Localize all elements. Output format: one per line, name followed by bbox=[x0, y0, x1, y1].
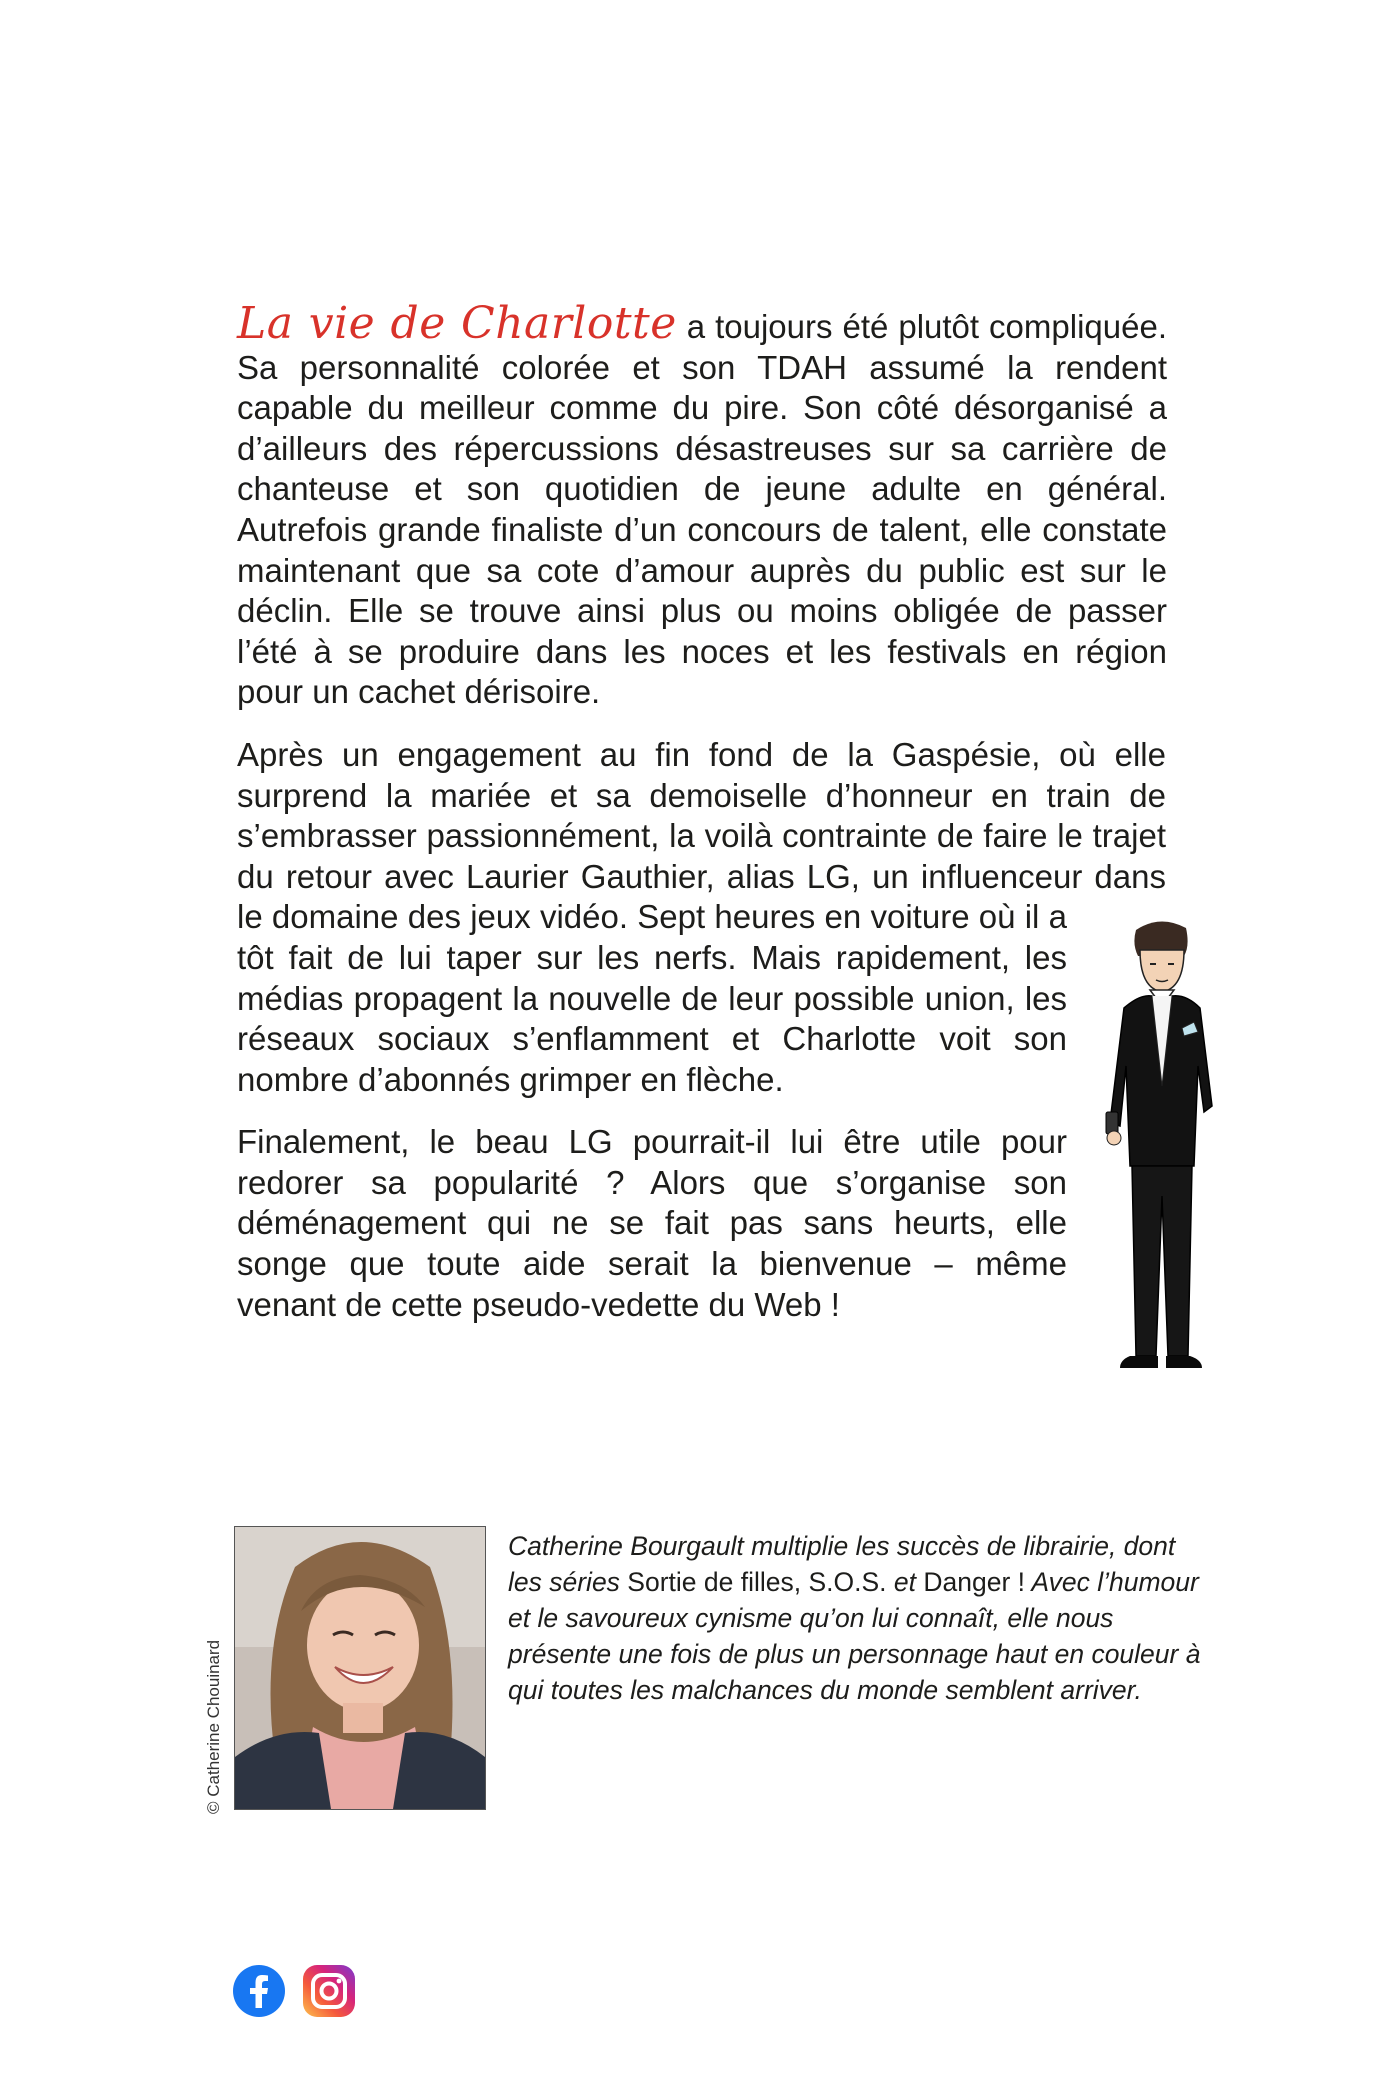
blurb-paragraph-3 bbox=[237, 1122, 1067, 1325]
blurb bbox=[237, 298, 1168, 1347]
float-spacer bbox=[1166, 735, 1167, 915]
series-danger: Danger ! bbox=[923, 1567, 1026, 1597]
blurb-paragraph-2-text: Après un engagement au fin fond de la Gaspésie, où elle surprend la mariée et sa demoiselle d’honneur en train de s’embrasser passionnément, la voilà contrainte de faire le trajet du retour avec Laurier Gauthier, alias LG, un influenceur dans le domaine des jeux vidéo. Sept heures en voiture où il a tôt fait de lui taper sur les nerfs. Mais rapidement, les médias propagent la nouvelle de leur possible union, les réseaux sociaux s’enflamment et Charlotte voit son nombre d’abonnés grimper en flèche. bbox=[237, 735, 1166, 1098]
blurb-paragraph-3-text: Finalement, le beau LG pourrait-il lui être utile pour redorer sa popularité ? Alors que s’organise son déménagement qui ne se fait pas sans heurts, elle songe que toute aide serait la bienvenue – même venant de cette pseudo-vedette du Web ! bbox=[237, 1123, 1067, 1323]
series-sos: S.O.S. bbox=[808, 1567, 887, 1597]
bio-separator-1: , bbox=[793, 1567, 809, 1597]
social-links bbox=[232, 1964, 356, 2018]
facebook-icon[interactable] bbox=[232, 1964, 286, 2018]
blurb-paragraph-2 bbox=[237, 735, 1167, 1100]
series-title: La vie de Charlotte bbox=[237, 298, 677, 349]
tuxedo-man-illustration bbox=[1090, 916, 1230, 1376]
bio-separator-2: et bbox=[886, 1567, 924, 1597]
bio-text-1: Catherine Bourgault multiplie les succès de librairie, dont les séries bbox=[508, 1531, 1176, 1597]
series-sortie-de-filles: Sortie de filles bbox=[627, 1567, 794, 1597]
photo-credit: © Catherine Chouinard bbox=[204, 1639, 223, 1814]
instagram-icon[interactable] bbox=[302, 1964, 356, 2018]
bio-text-2: Avec l’humour et le savoureux cynisme qu’on lui connaît, elle nous présente une fois de plus un personnage haut en couleur à qui toutes les malchances du monde semblent arriver. bbox=[508, 1567, 1201, 1705]
blurb-paragraph-1 bbox=[237, 298, 1168, 713]
blurb-paragraph-1-text: a toujours été plutôt compliquée. Sa personnalité colorée et son TDAH assumé la rendent capable du meilleur comme du pire. Son côté désorganisé a d’ailleurs des répercussions désastreuses sur sa carrière de chanteuse et son quotidien de jeune adulte en général. Autrefois grande finaliste d’un concours de talent, elle constate maintenant que sa cote d’amour auprès du public est sur le déclin. Elle se trouve ainsi plus ou moins obligée de passer l’été à se produire dans les noces et les festivals en région pour un cachet dérisoire. bbox=[237, 308, 1168, 711]
author-bio bbox=[508, 1528, 1208, 1708]
author-photo bbox=[234, 1526, 486, 1810]
